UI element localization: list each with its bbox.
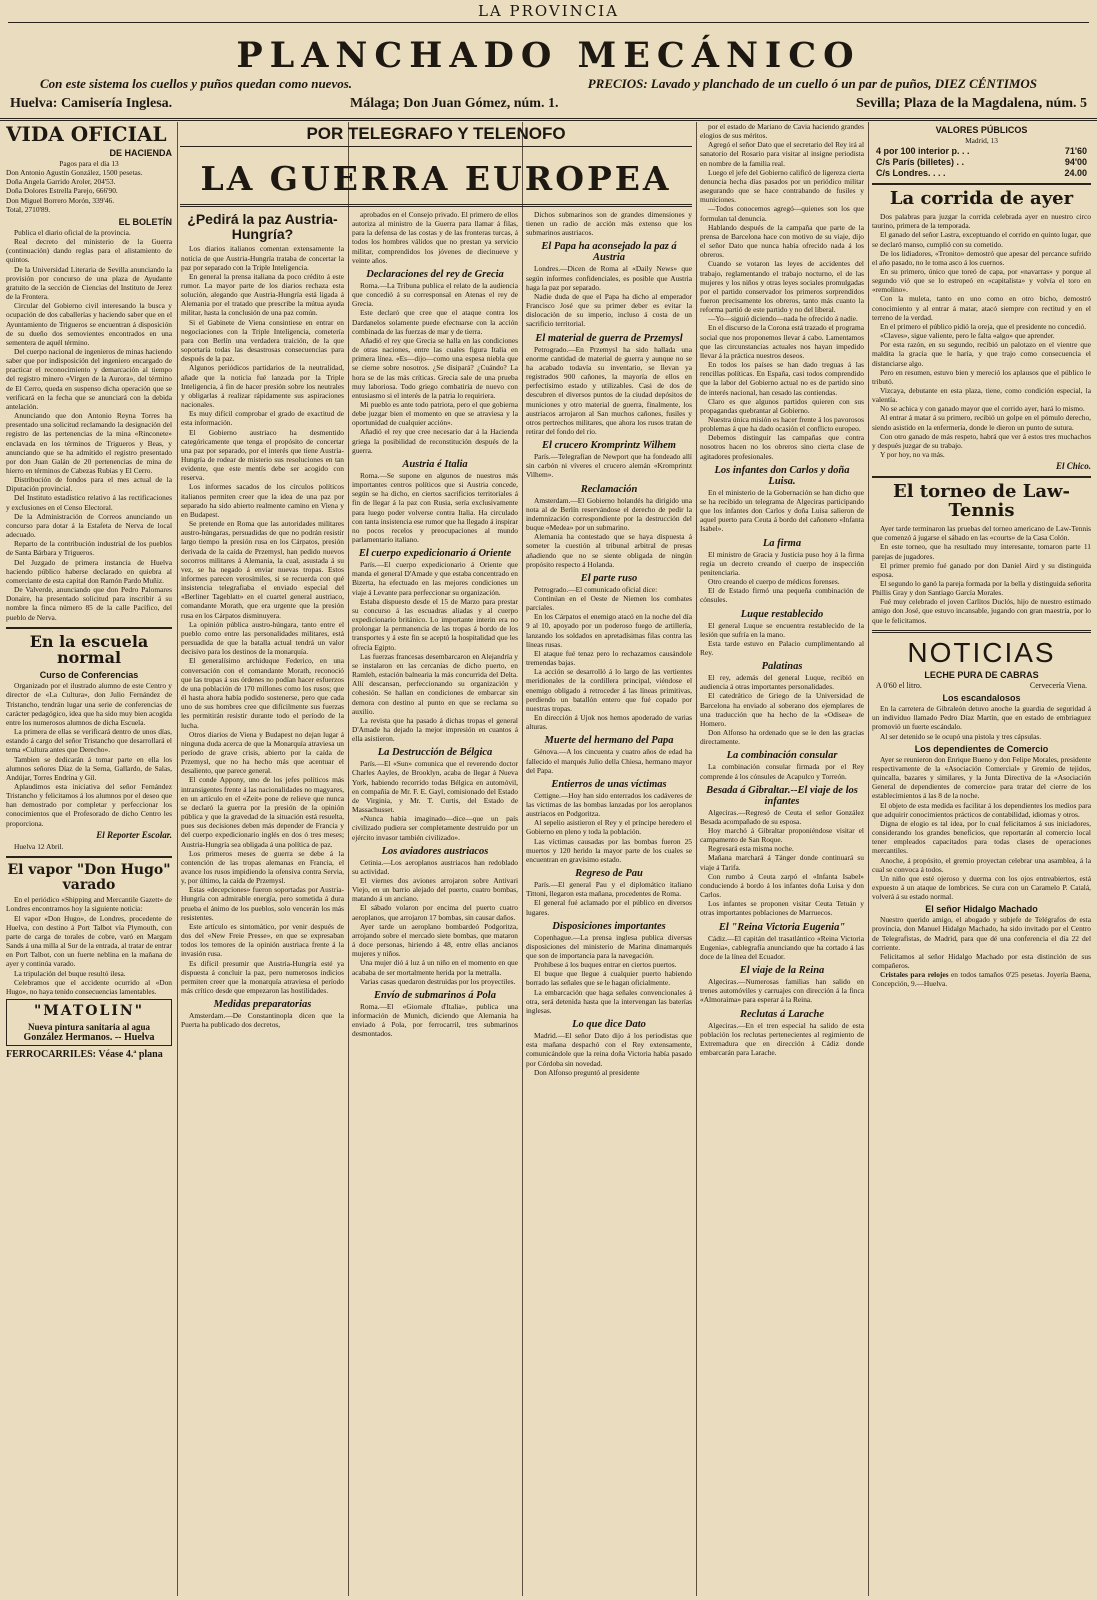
section-divider [6,627,172,629]
pago-item: Doña Dolores Estrella Parejo, 666'90. [6,186,118,196]
section-title: Entierros de unas víctimas [551,778,667,790]
boletin-paragraph: Real decreto del ministerio de la Guerra (continuación) dando reglas para el alistamiento de quintos. [6,237,172,265]
matolin-line: Nueva pintura sanitaria al agua [27,1021,150,1032]
section-title: Austria é Italia [402,458,468,470]
section-title: Reclutas á Larache [740,1008,824,1020]
article-paragraph: por el estado de Mariano de Cavia haciendo grandes elogios de sus méritos. [700,122,864,141]
ad-title: PLANCHADO MECÁNICO [236,35,861,76]
article-paragraph: Cetinia.—Los aeroplanos austriacos han redoblado su actividad. [352,857,518,876]
article-paragraph: Roma.—Se supone en algunos de nuestros más importantes centros políticos que si Austria concede, según se ha dicho, en ciertos sacrificios territoriales á fin de llegar á la paz con Rusia, sería exclusivamente para luego poder volverse contra Italia. Ha circulado con tanta insistencia ese rumor que ha llegado á inspirar no pocos recelos y preocupaciones al mundo parlamentario italiano. [352,470,518,544]
article-paragraph: Amsterdam.—El Gobierno holandés ha dirigido una nota al de Berlín reservándose el derecho de pedir la indemnización correspondiente por la destrucción del buque «Medea» por un submarino. [526,495,692,533]
section-title: La firma [762,537,802,549]
article-paragraph: Debemos distinguir las campañas que contra nosotros hacen no los obreros sino cierta clase de agitadores profesionales. [700,433,864,461]
article-paragraph: Cuando se votaron las leyes de accidentes del trabajo, reglamentando el trabajo nocturno, el de las mujeres y los niños y otras leyes sociales promulgadas por el partido conservador los primeros sorprendidos fueron precisamente los obreros, tanto más cuanto la reforma partió de este partido y no del liberal. [700,259,864,315]
escuela-title: En la escuela normal [29,631,149,668]
valores-title: VALORES PÚBLICOS [935,125,1028,135]
masthead [0,0,1097,121]
main-headline: LA GUERRA EUROPEA [200,159,672,198]
article-paragraph: Claro es que algunos partidos quieren con sus propagandas quebrantar al Gobierno. [700,396,864,415]
article-paragraph: Al sepelio asistieron el Rey y el príncipe heredero el Gobierno en pleno y toda la población. [526,818,692,837]
column-rule [177,122,178,1596]
headline-rule [180,204,692,207]
article-paragraph: Continúan en el Oeste de Niemen los combates parciales. [526,594,692,613]
article-paragraph: Dichos submarinos son de grandes dimensiones y tienen un radio de acción más extenso que los submarinos austriacos. [526,210,692,238]
article-paragraph: En su primero, único que toreó de capa, por «navarras» y porque al segundo vió que se lo estropeó en «capitalista» y volvía el toro en «remolino». [872,266,1091,295]
article-paragraph: Este artículo es sintomático, por venir después de dos del «New Freie Presse», en que se expresaban todos los temores de la opinión austriaca frente á la invasión rusa. [181,921,344,959]
corrida-signature: El Chico. [1055,461,1091,472]
article-paragraph: Los diarios italianos comentan extensamente la noticia de que Austria-Hungría trataba de concertar la paz por separado con la Triple Inteligencia. [181,244,344,272]
article-paragraph: —Yo—siguió diciendo—nada he ofrecido á nadie. [708,314,858,324]
article-paragraph: Cádiz.—El capitán del trasatlántico «Reina Victoria Eugenia», cablegrafía anunciando que ha cortado á las doce de la línea del Ecuador. [700,933,864,961]
crystals-ad [872,970,1091,988]
vida-oficial-title: VIDA OFICIAL [6,122,167,146]
article-paragraph: Digna de elogio es tal idea, por lo cual felicitamos á sus iniciadores, considerando los grandes beneficios, que reportarán al comercio local tener empleados capacitados para todas clases de operaciones mercantiles. [872,818,1091,856]
article-paragraph: La opinión pública austro-húngara, tanto entre el pueblo como entre las personalidades militares, está persuadida de que la batalla actual tendrá un valor decisivo para los destinos de la monarquía. [181,619,344,657]
valor-name: C/s Londres. . . . [876,168,946,179]
location-sevilla: Sevilla; Plaza de la Magdalena, núm. 5 [856,96,1087,111]
escuela-subtitle: Curso de Conferencias [39,670,139,681]
valor-value: 94'00 [1064,157,1087,168]
valor-row [876,157,1087,167]
article-paragraph: Algeciras.—Regresó de Ceuta el señor González Besada acompañado de su esposa. [700,807,864,826]
valor-row [876,146,1087,156]
column-1 [6,122,172,1596]
article-paragraph: El segundo lo ganó la pareja formada por la bella y distinguida señorita Phillis Gray y don Santiago García Morales. [872,578,1091,598]
section-divider [6,856,172,858]
article-paragraph: Al ser detenido se le ocupó una pistola y tres cápsulas. [880,731,1042,741]
article-paragraph: aprobados en el Consejo privado. El primero de ellos autoriza al ministro de la Guerra para llamar á filas, para la defensa de las costas y de las fronteras turcas, á todos los hombres válidos que no prestan ya servicio militar, comprendidos los jóvenes de diecinueve y veinte años. [352,210,518,265]
noticias-title: NOTICIAS [907,636,1056,668]
boletin-paragraph: Del Juzgado de primera instancia de Huelva haciendo público haberse declarado en quiebra al comerciante de esta capital don Ramón Pardo Muñiz. [6,557,172,585]
crystals-text: en todos tamaños 0'25 pesetas. Joyería Baena, Concepción, 9.—Huelva. [872,970,1091,989]
article-paragraph: Prohíbese á los buques entrar en ciertos puertos. [534,960,677,970]
leche-seller: Cervecería Viena. [1029,681,1087,691]
article-paragraph: El objeto de esta medida es facilitar á los dependientes los medios para que adquirir conocimientos prácticos de contabilidad, idiomas y otros. [872,800,1091,819]
article-paragraph: El de Estado firmó una pequeña combinación de cónsules. [700,586,864,605]
section-title: Besada á Gibraltar.--El viaje de los infantes [706,784,858,807]
article-paragraph: Don Alfonso ha ordenado que se le den las gracias directamente. [700,728,864,747]
article-paragraph: Si el Gabinete de Viena consintiese en entrar en negociaciones con la Triple Inteligencia, cometería para con Berlín una verdadera traición, de la que soportaría todas las desastrosas consecuencias para después de la paz. [181,317,344,364]
section-title: Lo que dice Dato [572,1019,646,1031]
article-paragraph: Roma.—El «Giornale d'Italia», publica una información de Munich, diciendo que Alemania ha enviado á Pola, por ferrocarril, tres submarinos desmontados. [352,1001,518,1039]
article-paragraph: Las fuerzas francesas desembarcaron en Alejandría y se instalaron en las cercanías de dicho puerto, en Ramleh, estación balnearia la más concurrida del Delta. Allí descansan, perfeccionando su organización y cohesión. Se hallan en condiciones de embarcar sin demora con destino al punto en que se reclama su auxilio. [352,651,518,716]
paper-name: LA PROVINCIA [477,2,620,20]
article-paragraph: El ganado del señor Lastra, exceptuando el corrido en quinto lugar, que se declaró manso, cumplió con su cometido. [872,230,1091,249]
location-malaga: Málaga; Don Juan Gómez, núm. 1. [350,96,559,111]
article-paragraph: Regresará esta misma noche. [708,844,794,854]
section-title: Luque restablecido [740,608,824,620]
leche-line [876,681,1087,690]
article-paragraph: Es muy difícil comprobar el grado de exactitud de esta información. [181,409,344,428]
article-paragraph: Varias casas quedaron destruidas por los proyectiles. [360,976,516,986]
section-title: Los infantes don Carlos y doña Luisa. [714,464,850,487]
leche-title: LECHE PURA DE CABRAS [924,670,1039,681]
article-paragraph: En el primero el público pidió la oreja, que el presidente no concedió. [880,321,1087,331]
section-title: El crucero Kromprintz Wilhem [542,440,676,452]
article-paragraph: El ministro de Gracia y Justicia puso hoy á la firma regia un decreto creando el cuerpo de inspección penitenciaria. [700,549,864,577]
ad-prices: PRECIOS: Lavado y planchado de un cuello ó un par de puños, DIEZ CÉNTIMOS [587,76,1037,91]
article-paragraph: Estas «decepciones» fueron soportadas por Austria-Hungría con admirable energía, pero sometida á dura prueba el ánimo de los pueblos, solo vencerán los más resistentes. [181,885,344,922]
article-paragraph: En los Cárpatos el enemigo atacó en la noche del día 9 al 10, apoyado por un poderoso fuego de artillería, lanzando los soldados en apretadísimas filas contra las líneas rusas. [526,612,692,649]
article-paragraph: De los lidiadores, «Tronito» demostró que apesar del percance sufrido el año pasado, no le toma asco á los cuernos. [872,248,1091,267]
article-paragraph: Mañana marchará á Tánger donde continuará su viaje á Tarifa. [700,853,864,872]
article-paragraph: Algeciras.—En el tren especial ha salido de esta población los reclutas pertenecientes al regimiento de Extremadura que en dirección á Cádiz donde embarcarán para Larache. [700,1020,864,1057]
pago-item: Don Miguel Borrero Morón, 339'46. [6,195,115,205]
article-paragraph: Una mujer dió á luz á un niño en el momento en que acababa de ser mortalmente herida por la metralla. [352,958,518,977]
article-paragraph: Con rumbo á Ceuta zarpó el «Infanta Isabel» conduciendo á bordo á los infantes doña Luisa y don Carlos. [700,871,864,900]
column-6 [872,122,1091,1596]
boletin-head: EL BOLETÍN [118,216,172,227]
article-paragraph: Los infantes se proponen visitar Ceuta Tetuán y otras importantes poblaciones de Marruecos. [700,899,864,918]
article-paragraph: Copenhague.—La prensa inglesa publica diversas disposiciones del ministerio de Marina dinamarqués que son de importancia para la navegación. [526,932,692,960]
section-title: El viaje de la Reina [739,965,825,977]
article-paragraph: Hablando después de la campaña que parte de la prensa de Barcelona hace con motivo de su viaje, dijo el señor Dato que nunca había ofrecido nada á los obreros. [700,222,864,260]
section-title: Muerte del hermano del Papa [544,735,674,747]
article-paragraph: Por esta razón, en su segundo, recibió un palotazo en el vientre que maldita la gracia que le haría, y que trajo como consecuencia el distanciarse algo. [872,340,1091,368]
section-title: El cuerpo expedicionario á Oriente [358,548,512,560]
telegraph-header: POR TELEGRAFO Y TELENOFO [306,124,566,143]
article-paragraph: En dirección á Ujok nos hemos apoderado de varias alturas. [526,713,692,732]
section-title: Declaraciones del rey de Grecia [366,268,504,280]
article-paragraph: Añadió el rey que cree necesario dar á la Hacienda griega la posibilidad de reconstitución después de la guerra. [352,427,518,455]
ferrocarriles-notice: FERROCARRILES: Véase 4.ª plana [6,1048,163,1060]
boletin-paragraph: Del cuerpo nacional de ingenieros de minas haciendo saber que por indisposición del ingeniero encargado de practicar el reconocimiento y demarcación al tiempo del registro minero «Virgen de la Aurora», del término de El Cerro, queda en suspenso dicha operación que se verificará en la fecha que se anunciará con la debida antelación. [6,346,172,411]
valor-value: 24.00 [1064,168,1087,179]
leche-price: A 0'60 el litro. [876,681,922,691]
column-5 [700,122,864,1596]
article-paragraph: Los primeros meses de guerra se debe á la contención de las tropas alemanas en Francia, el avance los rusos impidiendo la ofensiva contra Servia, y, por último, la caída de Przemysl. [181,848,344,886]
section-title: Disposiciones importantes [552,920,666,932]
article-paragraph: Felicitamos al señor Hidalgo Machado por esta distinción de sus compañeros. [872,951,1091,971]
article-paragraph: Ayer se reunieron don Enrique Bueno y don Felipe Morales, presidente respectivamente de la «Asociación Comercial» y Gremio de tejidos, quincalla, bazares y similares, y la Junta Directiva de la «Asociación General de dependientes de comercio» para tratar del cierre de los establecimientos á las 8 de la noche. [872,754,1091,801]
article-paragraph: Fué muy celebrado el joven Carlitos Duclós, hijo de nuestro estimado amigo don José, que estuvo incansable, jugando con gran maestría, por lo que le felicitamos. [872,597,1091,625]
valor-name: C/s París (billetes) . . [876,157,965,168]
vapor-paragraph: En el periódico «Shipping and Mercantile Gazett» de Londres encontramos hoy la siguiente noticia: [6,895,172,914]
valor-row [876,168,1087,178]
boletin-paragraph: Publica el diario oficial de la provincia. [14,227,131,237]
header-rule [180,146,692,147]
article-paragraph: Este declaró que cree que el ataque contra los Dardanelos solamente puede efectuarse con la acción combinada de las fuerzas de mar y de tierra. [352,308,518,336]
article-paragraph: El conde Appony, uno de los jefes políticos más intransigentes frente á las nacionalidades no magyares, en un artículo en el «Zeit» pone de relieve que nunca se declaró la guerra por la presión de la opinión pública y que la gravedad de la situación está resuelta, pues sus decisiones deben más depender de Francia y del cuerpo expedicionario inglés en dos ó tres meses; Austria-Hungría sea obligada á una política de paz. [181,775,344,849]
article-paragraph: La combinación consular firmada por el Rey comprende á los cónsules de Acapulco y Torreón. [700,762,864,781]
section-title: Los escandalosos [942,693,1021,704]
section-title: Envío de submarinos á Pola [374,989,496,1001]
vapor-paragraph: La tripulación del buque resultó ilesa. [14,968,126,978]
section-divider [872,183,1091,185]
vapor-paragraph: Celebramos que el accidente ocurrido al «Don Hugo», no haya tenido consecuencias lamentables. [6,977,172,996]
article-paragraph: Don Alfonso preguntó al presidente [534,1067,640,1077]
article-paragraph: El buque que llegue á cualquier puerto habiendo borrado las señales que se le hagan oficialmente. [526,969,692,988]
article-paragraph: Nuestro querido amigo, el abogado y subjefe de Telégrafos de esta provincia, don Manuel Hidalgo Machado, ha sido invitado por el Centro de Telegrafistas, de Madrid, para que dé una conferencia el día 22 del corriente. [872,915,1091,952]
tennis-title: El torneo de Law-Tennis [892,481,1071,522]
article-paragraph: Amsterdam.—De Constantinopla dicen que la Puerta ha publicado dos decretos, [181,1011,344,1030]
article-paragraph: En el discurso de la Corona está trazado el programa social que nos proponemos llevar á cabo. Lamentamos que las circunstancias actuales nos hayan impedido llevar á la práctica nuestros deseos. [700,323,864,360]
boletin-paragraph: De la Administración de Correos anunciando un concurso para dotar á la Estafeta de Nerva de local adecuado. [6,511,172,540]
section-divider [872,476,1091,478]
pagos-head: Pagos para el día 13 [59,159,119,168]
article-paragraph: París.—Telegrafían de Newport que ha fondeado allí sin carbón ni víveres el crucero alemán «Kromprintz Vilhem». [526,452,692,480]
boletin-paragraph: Distribución de fondos para el mes actual de la Diputación provincial. [6,475,172,494]
article-paragraph: Otros diarios de Viena y Budapest no dejan lugar á ninguna duda acerca de que la Monarquía atraviesa un período de grave crisis, abierto por la caída de Przemysl, que no ha hecho más que acentuar el desaliento, que parece general. [181,729,344,776]
article-paragraph: Otro creando el cuerpo de médicos forenses. [708,577,840,587]
article-paragraph: Los informes sacados de los círculos políticos italianos permiten creer que la idea de una paz por separado ha sido abierto realmente camino en Viena y en Budapest. [181,482,344,519]
ad-slogan: Con este sistema los cuellos y puños quedan como nuevos. [40,76,353,91]
article-paragraph: Con otro ganado de más respeto, habrá que ver á estos tres muchachos y después juzgar de su trabajo. [872,431,1091,450]
section-title: El material de guerra de Przemysl [535,332,683,344]
article-paragraph: El viernes dos aviones arrojaron sobre Antivari Viejo, en un barrio alejado del puerto, cuatro bombas, matando á un anciano. [352,876,518,904]
pago-item: Total, 2710'89. [6,204,51,214]
boletin-paragraph: Anunciando que don Antonio Reyna Torres ha presentado una solicitud reclamando la designación del registro de las pertenencias de la mina «Rinconete» enclavada en los términos de Trigueros y Beas, y anunciando que se ha admitido el registro presentado por don Juan Galán de 20 pertenencias de mina de hierro en términos de Cabezas Rubias y El Cerro. [6,411,172,475]
de-hacienda-head: DE HACIENDA [109,148,172,158]
austria-peace-title: ¿Pedirá la paz Austria-Hungría? [187,211,338,242]
article-paragraph: En general la prensa italiana da poco crédito á este rumor. La mayor parte de los diarios rechaza esta solución, alegando que Austria-Hungría está ligada á Alemania por el tratado que prescribe la mútua ayuda militar, hasta la conclusión de una paz común. [181,271,344,318]
column-rule [696,122,697,1596]
boletin-paragraph: De Valverde, anunciando que don Pedro Palomares Donaire, ha presentado solicitud para inscribir á su nombre la finca número 85 de la calle Pacífico, del pueblo de Nerva. [6,585,172,622]
escuela-paragraph: Aplaudimos esta iniciativa del señor Fernández Tristancho y felicitamos á los alumnos por el deseo que han demostrado por completar y perfeccionar los conocimientos que el Profesorado de dicho Centro les proporciona. [6,781,172,828]
section-title: Palatinas [761,661,803,673]
section-title: El "Reina Victoria Eugenia" [718,921,846,933]
matolin-line: González Hermanos. -- Huelva [23,1031,155,1043]
column-rule [868,122,869,1596]
article-paragraph: Un niño que esté ojeroso y duerma con los ojos entreabiertos, está expuesto á un ataque de lombrices. Se cura con un Caramelo P. Catalá, volverá á su estado normal. [872,873,1091,902]
article-paragraph: El general fué aclamado por el público en diversos lugares. [526,898,692,917]
escuela-paragraph: Tambien se dedicarán á tomar parte en ella los alumnos señores Díaz de la Serna, Gallardo, de Salas, Andújar, Torres Endrina y Gil. [6,754,172,782]
article-paragraph: París.—El cuerpo expedicionario á Oriente que manda el general D'Amade y que estaba concentrado en Bizerta, ha efectuado en las mejores condiciones un viaje á Levante para perfeccionar su organización. [352,560,518,597]
column-3 [352,210,518,1596]
article-paragraph: Vizcaya, debutante en esta plaza, tiene, como condición especial, la valentía. [872,386,1091,405]
article-paragraph: La embarcación que haga señales convencionales á otra, será detenida hasta que la intervengan las baterías inglesas. [526,987,692,1015]
article-paragraph: París.—El «Sun» comunica que el reverendo doctor Charles Aayles, de Brooklyn, acaba de llegar á Nueva York, habiendo recorrido todas Bélgica en automóvil, en compañía de Mr. F. E. Gayl, comisionado del Estado de Virginia, y Mr. T. Curtis, del Estado de Massachusset. [352,759,518,815]
vapor-title: El vapor "Don Hugo" varado [7,861,171,893]
article-paragraph: El rey, además del general Luque, recibió en audiencia á otras importantes personalidades. [700,673,864,692]
vapor-paragraph: El vapor «Don Hugo», de Londres, procedente de Huelva, con destino á Port Talbot vía Plymouth, con parte de carga de torales de cobre, varó en Margam Sands á una milla al Sur de la entrada, al tratar de entrar en Port Talbot, con un fuerte neblina en la mañana de ayer y continúa varado. [6,913,172,969]
article-paragraph: Petrogrado.—El comunicado oficial dice: [534,584,658,594]
section-title: El Papa ha aconsejado la paz á Austria [541,241,677,264]
boletin-paragraph: Circular del Gobierno civil interesando la busca y ocupación de dos caballerías y haciendo saber que en el Ayuntamiento de Trigueros se encuentran á disposición de su dueño dos semovientes encontrados en una sementera de aquél término. [6,301,172,347]
article-paragraph: La acción se desarrolló á lo largo de las vertientes meridionales de la cordillera principal, viéndose el enemigo obligado á retroceder á las líneas primitivas, perdiendo un batallón entero que fué copado por nuestras tropas. [526,667,692,713]
article-paragraph: París.—El general Pau y el diplomático italiano Tittoni, llegaron esta mañana, procedentes de Roma. [526,880,692,899]
column-4 [526,210,692,1596]
article-paragraph: En la carretera de Gibraleón detuvo anoche la guardia de seguridad á un individuo llamado Pedro Díaz Martín, que en estado de embriaguez promovió un fuerte escándalo. [872,704,1091,732]
section-title: Los dependientes de Comercio [914,743,1049,754]
article-paragraph: El primer premio fué ganado por don Daniel Aird y su distinguida esposa. [872,560,1091,579]
article-paragraph: El generalísimo archiduque Federico, en una conversación con el comandante Morath, reconoció que las tropas á sus órdenes no podían hacer esfuerzos de una población de 170 millones como los rusos; que él hasta ahora había podido sostenerse, pero que cada uno de sus hombres cree que difícilmente sus fuerzas les permitirán resistir durante todo el período de la lucha. [181,656,344,730]
masthead-rule [8,22,1089,23]
article-paragraph: Roma.—La Tribuna publica el relato de la audiencia que concedió á su corresponsal en Atenas el rey de Grecia. [352,280,518,309]
escuela-paragraph: La primera de ellas se verificará dentro de unos días, estando á cargo del señor Tristancho que desarrollará el tema «Cultura antes que Derecho». [6,727,172,755]
boletin-paragraph: Reparto de la contribución industrial de los pueblos de Santa Bárbara y Trigueros. [6,539,172,558]
article-paragraph: El catedrático de Griego de la Universidad de Barcelona ha enviado al soberano dos ejemplares de una traducción que ha hecho de la «Odisea» de Homero. [700,691,864,728]
section-title: El parte ruso [580,572,638,584]
article-paragraph: En todos los países se han dado treguas á las rencillas políticas. En España, casi todos comprendido que la labor del Gobierno actual no es de partido sino de interés nacional, han cesado las contiendas. [700,360,864,397]
article-paragraph: Añadió el rey que Grecia se halla en las condiciones de otras naciones, entre las cuales figura Italia en primera línea. «Es—dijo—como una espesa niebla que se cierne sobre nosotros. ¿Se disipará? ¿Cuándo? La hora se de las más críticas. Grecia sale de una prueba muy laboriosa. Todo griego combatiría de nuevo con entusiasmo si el interés de la patria lo requiriera. [352,335,518,400]
article-paragraph: Agregó el señor Dato que el secretario del Rey irá al sanatorio del Rosario para visitar al insigne periodista en nombre de la familia real. [700,140,864,168]
article-paragraph: Mi pueblo es ante todo patriota, pero el que gobierna debe juzgar bien el momento en que se atraviesa y la oportunidad de cualquier acción». [352,399,518,428]
escuela-date: Huelva 12 Abril. [14,841,64,851]
column-rule [522,122,523,1596]
article-paragraph: Londres.—Dicen de Roma al «Daily News» que según informes confidenciales, es posible que Austria haga la paz por separado. [526,264,692,292]
valor-value: 71'60 [1064,146,1087,157]
article-paragraph: «Nunca había imaginado—dice—que un país civilizado pudiera ser completamente destruido por un ejército invasor también civilizado». [352,814,518,842]
article-paragraph: Luego el jefe del Gobierno calificó de ligereza cierta denuncia hecha días pasados por un periódico militar asegurando que se hace contrabando de fusiles y municiones. [700,167,864,205]
article-paragraph: En el ministerio de la Gobernación se han dicho que se ha recibido un telegrama de Algeciras participando que los infantes don Carlos y doña Luisa salieron de aquel puerto para Ceuta á bordo del cañonero «Infanta Isabel». [700,487,864,534]
corrida-title: La corrida de ayer [889,188,1074,210]
article-paragraph: Algeciras.—Numerosas familias han salido en trenes automóviles y carruajes con dirección á la finca «Almoraima» para esperar á la Reina. [700,977,864,1005]
pago-item: Doña Angela Garrido Aroler, 204'53. [6,177,116,187]
article-paragraph: Madrid.—El señor Dato dijo á los periodistas que esta mañana despachó con el Rey extensamente, comunicándole que la reina doña Victoria había pasado por Córdoba sin novedad. [526,1031,692,1068]
valor-name: 4 por 100 interior p. . . [876,146,970,157]
section-title: El señor Hidalgo Machado [925,904,1038,915]
valores-date: Madrid, 13 [965,136,998,145]
article-paragraph: Las víctimas causadas por las bombas fueron 25 muertos y 120 herido la mayor parte de los cuales se encuentran en gravísimo estado. [526,836,692,864]
article-paragraph: Cettigne.—Hoy han sido enterrados los cadáveres de las víctimas de las bombas lanzadas por los aeroplanos austriacos en Podgoritza. [526,790,692,819]
section-title: Regreso de Pau [575,868,643,880]
article-paragraph: Con la muleta, tanto en uno como en otro bicho, demostró conocimiento y al entrar á matar, atacó siempre con rectitud y en el terreno de la verdad. [872,294,1091,322]
article-paragraph: Nuestra única misión es hacer frente á los pavorosos problemas á que ha dado ocasión el conflicto europeo. [700,415,864,434]
escuela-paragraph: Organizado por el ilustrado alumno de este Centro y director de «La Cultura», don Julio Fernández de Tristancho, tendrán lugar una serie de conferencias de carácter pedagógico, idea que ha sido muy bien acogida entre los numerosos alumnos de dicha Escuela. [6,681,172,727]
article-paragraph: El general Luque se encuentra restablecido de la lesión que sufría en la mano. [700,620,864,639]
article-paragraph: Hoy marchó á Gibraltar proponiéndose visitar el campamento de San Roque. [700,826,864,845]
column-2 [181,210,344,1596]
section-title: La Destrucción de Bélgica [377,747,493,759]
article-paragraph: El ataque fué tenaz pero lo rechazamos causándole tremendas bajas. [526,648,692,668]
medidas-title: Medidas preparatorias [213,999,312,1011]
column-rule [348,122,349,1596]
article-paragraph: No se achica y con ganado mayor que el corrido ayer, hará lo mismo. [880,404,1085,414]
article-paragraph: Ayer tarde un aeroplano bombardeó Podgoritza, arrojando sobre el mercado siete bombas, que mataron á doce personas, hiriendo á 48, entre ellas ancianos mujeres y niños. [352,921,518,959]
article-paragraph: Alemania ha contestado que se haya dispuesta á someter la cuestión al tribunal arbitral de presas añadiendo que no se siente obligada de ningún propósito respecto á Holanda. [526,532,692,569]
article-paragraph: La revista que ha pasado á dichas tropas el general D'Amade ha dejado la mejor impresión en cuantos á ella asistieron. [352,715,518,744]
article-paragraph: Petrogrado.—En Przemysl ha sido hallada una enorme cantidad de material de guerra y aunque no se ha acabado todavía su inventario, se llevan ya registrados 900 cañones, la mayoría de ellos en perfectísimo estado y utilizables. Casi de dos de descubren el diversos puntos de la ciudad depósitos de municiones y otro material de guerra, finalmente, los austriacos arrojaron al San muchos cañones, fusiles y otros pertrechos militares, que ahora los rusos tratan de retirar del fondo del río. [526,344,692,436]
section-divider [872,630,1091,633]
article-paragraph: Nadie duda de que el Papa ha dicho al emperador Francisco José que su primer deber es evitar la dislocación de su imperio, incluso á costa de un sacrificio territorial. [526,291,692,329]
crystals-title: Cristales para relojes [880,970,949,980]
article-paragraph: Génova.—A los cincuenta y cuatro años de edad ha fallecido el marqués Julio della Chiesa, hermano mayor del Papa. [526,747,692,775]
boletin-paragraph: Del Instituto estadístico relativo á las rectificaciones y exclusiones en el Censo Electoral. [6,493,172,512]
article-paragraph: Y por hoy, no va más. [880,450,945,460]
article-paragraph: Pero en resumen, estuvo bien y mereció los aplausos que el público le tributó. [872,367,1091,386]
article-paragraph: Dos palabras para juzgar la corrida celebrada ayer en nuestro circo taurino, primera de la temporada. [872,212,1091,231]
location-huelva: Huelva: Camisería Inglesa. [10,96,173,111]
article-paragraph: «Claves», sigue valiente, pero le falta «algo» que aprender. [880,331,1055,341]
article-paragraph: Es difícil presumir que Austria-Hungría esté ya dispuesta á concluir la paz, pero numerosos indicios permiten creer que la monarquía atraviesa el período más crítico desde que empezaron las hostilidades. [181,958,344,996]
matolin-title: "MATOLIN" [34,1003,144,1019]
article-paragraph: Anoche, á propósito, el gremio proyectan celebrar una asamblea, á la cual se convoca á todos. [872,855,1091,874]
escuela-signature: El Reporter Escolar. [96,829,172,840]
article-paragraph: Ayer tarde terminaron las pruebas del torneo americano de Law-Tennis que comenzó á jugarse el sábado en las «courts» de la Casa Colón. [872,524,1091,543]
matolin-ad [6,999,172,1046]
article-paragraph: El sábado volaron por encima del puerto cuatro aeroplanos, que arrojaron 17 bombas, sin causar daños. [352,903,518,922]
article-paragraph: En este torneo, que ha resultado muy interesante, tomaron parte 11 parejas de jugadores. [872,542,1091,561]
article-paragraph: Algunos periódicos partidarios de la neutralidad, añade que la noticia fué lanzada por la Triple Inteligencia, á fin de hacer presión sobre los neutrales y obligarlas á realizar rápidamente sus aspiraciones nacionales. [181,363,344,410]
pago-item: Don Antonio Agustín González, 1500 pesetas. [6,168,143,178]
article-paragraph: Esta tarde estuvo en Palacio cumplimentando al Rey. [700,638,864,657]
section-title: La combinación consular [726,750,838,762]
article-paragraph: Estaba dispuesto desde el 15 de Marzo para prestar su concurso á las escuadras aliadas y al cuerpo expedicionario británico. Lo importante interin era no prolongar la permanencia de las tropas á bordo de los transportes y á este fin se aceptó la hospitalidad que les ofrecía Egipto. [352,596,518,652]
article-paragraph: —Todos conocemos agregó—quienes son los que formulan tal denuncia. [700,204,864,223]
article-paragraph: Al entrar á matar á su primero, recibió un golpe en el pómulo derecho, siendo asistido en la enfermería, donde le dieron un punto de sutura. [872,413,1091,432]
boletin-paragraph: De la Universidad Literaria de Sevilla anunciando la provisión por concurso de una plaza de Ayudante gratuito de la sección de Ciencias del Instituto de Jerez de la Frontera. [6,264,172,302]
article-paragraph: El Gobierno austriaco ha desmentido categóricamente que tenga el propósito de concertar una paz por separado, por el interés que tiene Austria-Hungría de rodear de misterio sus resoluciones en tan evidente, que este mentís debe ser acogido con reserva. [181,427,344,483]
section-title: Los aviadores austriacos [381,845,489,857]
section-title: Reclamación [580,483,638,495]
article-paragraph: Se pretende en Roma que las autoridades militares austro-húngaras, persuadidas de que no podrán resistir largo tiempo la presión rusa en los Cárpatos, presión derivada de la caída de Przemysl, han pedido nuevos socorros militares á Alemania, la cual, asustada á su vez, se ha negado á enviar nuevas tropas. Estos informes parecen verosímiles, si se recuerda con qué insistencia telegrafiaba el enviado especial del «Berliner Tageblatt» en el cuartel general austriaco, comandante Morath, que era urgente que la presión rusa en los Cárpatos disminuyera. [181,519,344,620]
